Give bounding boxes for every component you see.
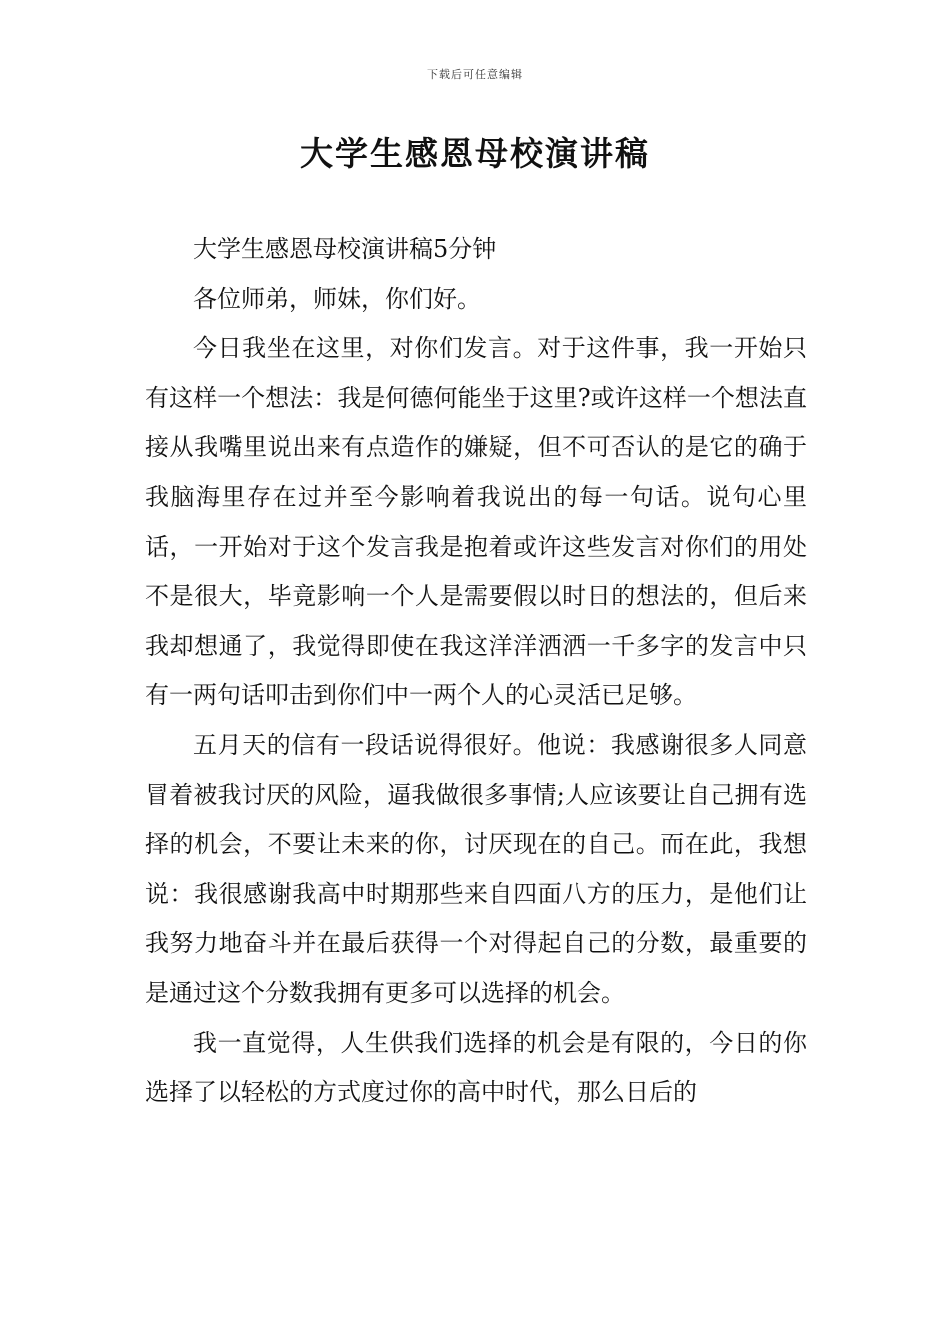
document-body bbox=[145, 225, 807, 1118]
paragraph-subtitle: 大学生感恩母校演讲稿5分钟 bbox=[193, 235, 497, 263]
paragraph-greeting: 各位师弟，师妹，你们好。 bbox=[193, 284, 481, 313]
document-title: 大学生感恩母校演讲稿 bbox=[300, 134, 650, 173]
header-note: 下载后可任意编辑 bbox=[427, 68, 523, 81]
paragraph-body: 我一直觉得，人生供我们选择的机会是有限的，今日的你选择了以轻松的方式度过你的高中时代，那么日后的 bbox=[145, 1028, 807, 1107]
paragraph-body: 今日我坐在这里，对你们发言。对于这件事，我一开始只有这样一个想法：我是何德何能坐于这里?或许这样一个想法直接从我嘴里说出来有点造作的嫌疑，但不可否认的是它的确于我脑海里存在过并至今影响着我说出的每一句话。说句心里话，一开始对于这个发言我是抱着或许这些发言对你们的用处不是很大，毕竟影响一个人是需要假以时日的想法的，但后来我却想通了，我觉得即使在我这洋洋洒洒一千多字的发言中只有一两句话叩击到你们中一两个人的心灵活已足够。 bbox=[145, 334, 807, 710]
paragraph-body: 五月天的信有一段话说得很好。他说：我感谢很多人同意冒着被我讨厌的风险，逼我做很多事情;人应该要让自己拥有选择的机会，不要让未来的你，讨厌现在的自己。而在此，我想说：我很感谢我高中时期那些来自四面八方的压力，是他们让我努力地奋斗并在最后获得一个对得起自己的分数，最重要的是通过这个分数我拥有更多可以选择的机会。 bbox=[145, 730, 807, 1007]
